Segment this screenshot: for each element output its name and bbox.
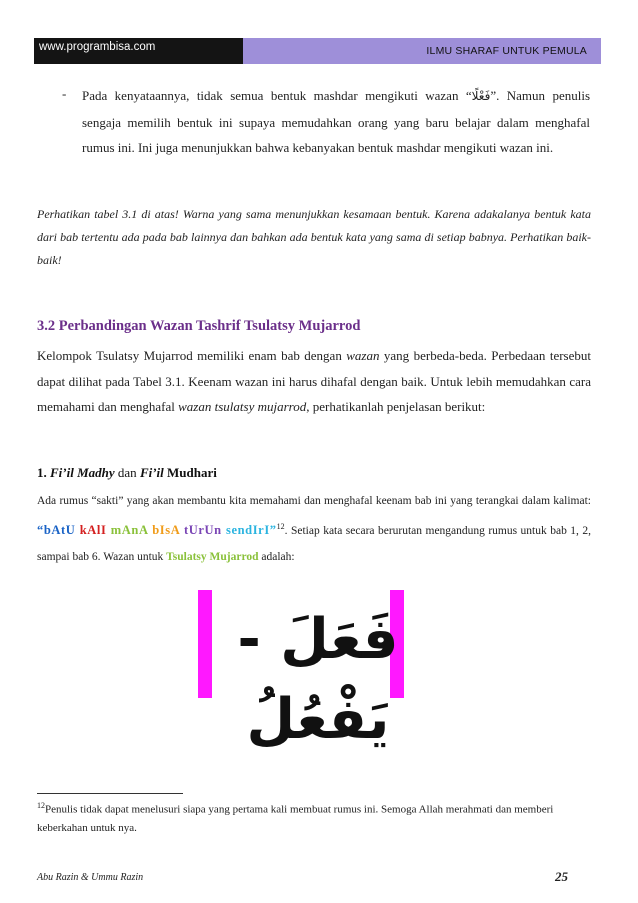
subsection-term2: Fi’il (139, 465, 164, 480)
header-title: ILMU SHARAF UNTUK PEMULA (426, 45, 587, 57)
subsection-end: adalah: (258, 550, 295, 563)
rumus-word-2: kAlI (79, 522, 107, 537)
subsection-title (37, 465, 217, 481)
footnote (37, 797, 587, 837)
subsection-and: dan (114, 465, 140, 480)
footnote-divider (37, 793, 183, 794)
bullet-text-before: Pada kenyataannya, tidak semua bentuk mashdar mengikuti wazan “ (82, 88, 472, 103)
bullet-arabic: فَعْلًا (471, 89, 491, 103)
rumus-word-1: bAtU (43, 522, 76, 537)
bullet-text-after: ”. Namun penulis sengaja memilih bentuk ini supaya memudahkan orang yang baru belajar dalam menghafal rumus ini. Ini juga menunjukkan bahwa kebanyakan bentuk mashdar mengikuti wazan ini. (82, 88, 591, 155)
tsulatsy-highlight: Tsulatsy Mujarrod (166, 550, 259, 563)
subsection-paragraph (37, 488, 591, 570)
section-p2: yang berbeda-beda. Perbedaan tersebut dapat dilihat pada Tabel 3.1. Keenam wazan ini harus dihafal dengan baik. Untuk lebih memudahkan cara memahami dan menghafal (37, 348, 591, 414)
subsection-term3: Mudhari (163, 465, 217, 480)
footer-authors: Abu Razin & Ummu Razin (37, 872, 144, 883)
page-number: 25 (555, 869, 568, 884)
subsection-intro: Ada rumus “sakti” yang akan membantu kita memahami dan menghafal keenam bab ini yang terangkai dalam kalimat: (37, 495, 591, 507)
rumus-sakti (37, 523, 277, 537)
rumus-close-quote: ” (269, 522, 277, 537)
rumus-word-6: sendIrI (226, 522, 270, 537)
rumus-open-quote: “ (37, 522, 44, 537)
header-site-bar (34, 38, 243, 64)
header-site: www.programbisa.com (39, 41, 156, 53)
footnote-ref[interactable]: 12 (276, 522, 285, 531)
section-p2-italic: wazan tsulatsy mujarrod (178, 399, 307, 414)
wazan-formula: فَعَلَ - يَفْعُلُ (237, 607, 399, 752)
subsection-num: 1. (37, 465, 50, 480)
section-paragraph (37, 343, 591, 420)
rumus-word-4: bIsA (152, 522, 180, 537)
subsection-after: . Setiap kata secara berurutan mengandung rumus untuk bab 1, 2, sampai bab 6. Wazan untuk (37, 524, 591, 563)
section-p3: , perhatikanlah penjelasan berikut: (306, 399, 486, 414)
rumus-word-3: mAnA (110, 522, 148, 537)
footnote-number: 12 (37, 801, 45, 810)
rumus-word-5: tUrUn (183, 522, 222, 537)
bullet-paragraph (82, 83, 590, 161)
section-p1-italic: wazan (346, 348, 380, 363)
bullet-dash: - (62, 86, 67, 101)
section-title: 3.2 Perbandingan Wazan Tashrif Tsulatsy Mujarrod (37, 318, 361, 334)
footnote-text: Penulis tidak dapat menelusuri siapa yang pertama kali membuat rumus ini. Semoga Allah merahmati dan memberi keberkahan untuk nya. (37, 803, 554, 834)
section-p1: Kelompok Tsulatsy Mujarrod memiliki enam bab dengan (37, 348, 347, 363)
header-title-bar (243, 38, 601, 64)
subsection-term1: Fi’il Madhy (50, 465, 115, 480)
table-note: Perhatikan tabel 3.1 di atas! Warna yang sama menunjukkan kesamaan bentuk. Karena adakalanya bentuk kata dari bab tertentu ada pada bab lainnya dan bahkan ada bentuk kata yang sama di setiap babnya. Perhatikan baik-baik! (37, 207, 591, 267)
